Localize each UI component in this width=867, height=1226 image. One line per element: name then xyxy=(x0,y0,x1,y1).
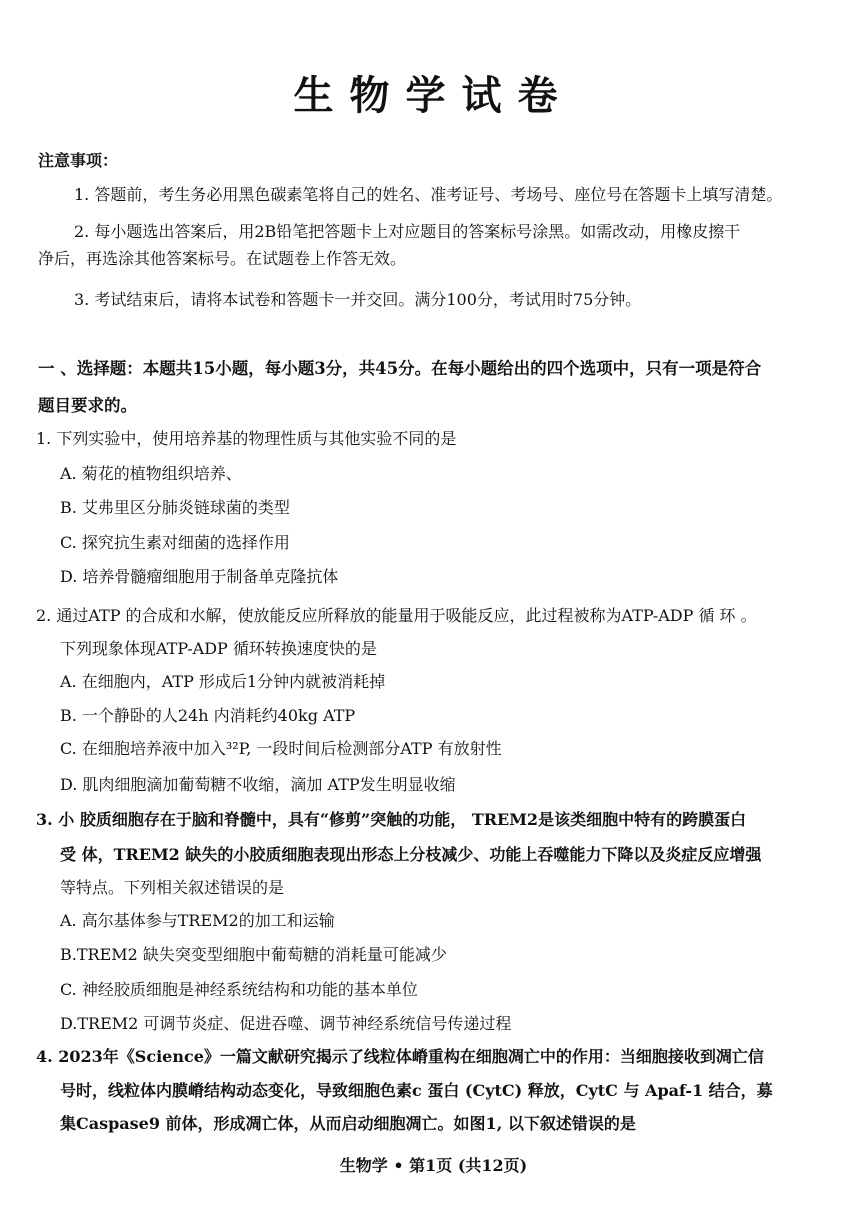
question-1-option-a: A. 菊花的植物组织培养、 xyxy=(60,464,242,483)
question-1-option-b: B. 艾弗里区分肺炎链球菌的类型 xyxy=(60,498,290,517)
question-4-stem-line-3: 集Caspase9 前体，形成凋亡体，从而启动细胞凋亡。如图1, 以下叙述错误的是 xyxy=(60,1114,636,1133)
question-2-option-c: C. 在细胞培养液中加入³²P, 一段时间后检测部分ATP 有放射性 xyxy=(60,739,502,758)
question-2-stem-line-2: 下列现象体现ATP-ADP 循环转换速度快的是 xyxy=(60,639,377,658)
question-2-option-b: B. 一个静卧的人24h 内消耗约40kg ATP xyxy=(60,706,356,725)
question-3-option-c: C. 神经胶质细胞是神经系统结构和功能的基本单位 xyxy=(60,980,418,999)
note-3: 3. 考试结束后，请将本试卷和答题卡一并交回。满分100分，考试用时75分钟。 xyxy=(74,290,642,309)
question-4-stem-line-2: 号时，线粒体内膜嵴结构动态变化，导致细胞色素c 蛋白 (CytC) 释放，CytC 与 Apaf-1 结合，募 xyxy=(60,1081,773,1100)
question-4-stem-line-1: 4. 2023年《Science》一篇文献研究揭示了线粒体嵴重构在细胞凋亡中的作用：当细胞接收到凋亡信 xyxy=(36,1047,764,1066)
question-2-option-d: D. 肌肉细胞滴加葡萄糖不收缩，滴加 ATP发生明显收缩 xyxy=(60,775,456,794)
note-2-line-2: 净后，再选涂其他答案标号。在试题卷上作答无效。 xyxy=(38,249,407,268)
note-1: 1. 答题前，考生务必用黑色碳素笔将自己的姓名、准考证号、考场号、座位号在答题卡上填写清楚。 xyxy=(74,185,783,204)
section-heading-line-2: 题目要求的。 xyxy=(38,396,137,415)
question-3-stem-line-1: 3. 小 胶质细胞存在于脑和脊髓中，具有“修剪”突触的功能， TREM2是该类细胞中特有的跨膜蛋白 xyxy=(36,810,747,829)
notes-heading: 注意事项： xyxy=(38,151,119,170)
question-1-option-c: C. 探究抗生素对细菌的选择作用 xyxy=(60,533,290,552)
question-3-option-a: A. 高尔基体参与TREM2的加工和运输 xyxy=(60,911,335,930)
page-footer: 生物学 • 第1页 (共12页) xyxy=(339,1156,528,1175)
question-3-option-d: D.TREM2 可调节炎症、促进吞噬、调节神经系统信号传递过程 xyxy=(60,1014,512,1033)
question-3-stem-line-2: 受 体，TREM2 缺失的小胶质细胞表现出形态上分枝减少、功能上吞噬能力下降以及炎症反应增强 xyxy=(60,845,762,864)
question-2-option-a: A. 在细胞内，ATP 形成后1分钟内就被消耗掉 xyxy=(60,672,386,691)
exam-title: 生物学试卷 xyxy=(293,72,574,119)
question-1-option-d: D. 培养骨髓瘤细胞用于制备单克隆抗体 xyxy=(60,567,339,586)
question-1-stem: 1. 下列实验中，使用培养基的物理性质与其他实验不同的是 xyxy=(36,429,457,448)
question-3-option-b: B.TREM2 缺失突变型细胞中葡萄糖的消耗量可能减少 xyxy=(60,945,447,964)
question-3-stem-line-3: 等特点。下列相关叙述错误的是 xyxy=(60,878,285,897)
section-heading-line-1: 一 、选择题：本题共15小题，每小题3分，共45分。在每小题给出的四个选项中，只有一项是符合 xyxy=(38,359,762,378)
question-2-stem-line-1: 2. 通过ATP 的合成和水解，使放能反应所释放的能量用于吸能反应，此过程被称为ATP-ADP 循 环 。 xyxy=(36,606,757,625)
note-2-line-1: 2. 每小题选出答案后，用2B铅笔把答题卡上对应题目的答案标号涂黑。如需改动，用橡皮擦干 xyxy=(74,222,741,241)
